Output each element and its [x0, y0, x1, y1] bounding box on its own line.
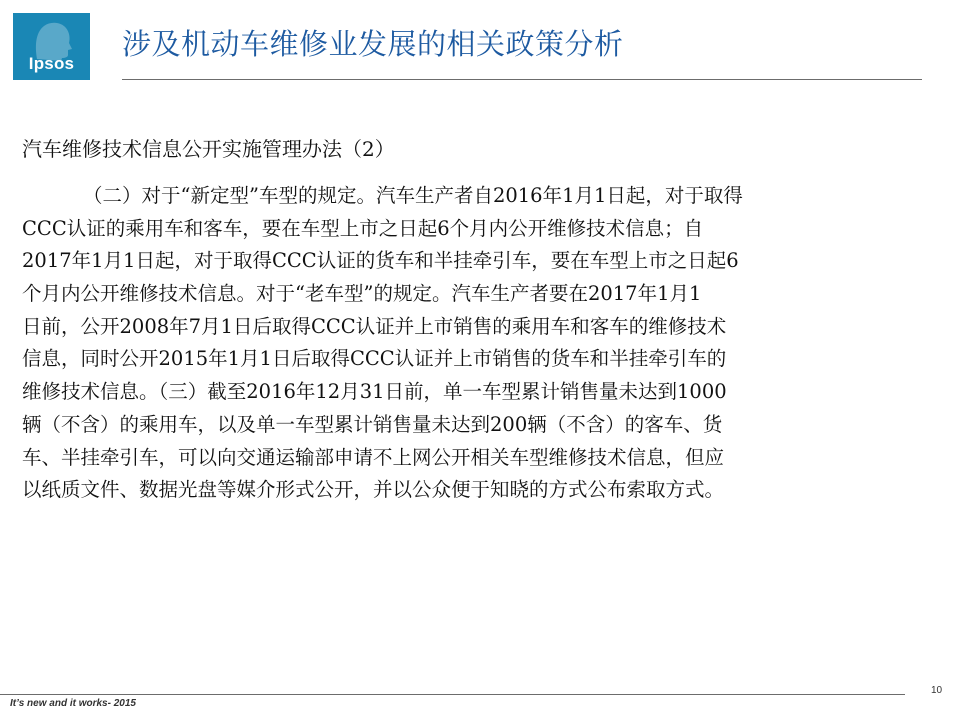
- body-line: 车、半挂牵引车，可以向交通运输部申请不上网公开相关车型维修技术信息，但应: [22, 445, 725, 469]
- body-line: 2017年1月1日起，对于取得CCC认证的货车和半挂牵引车，要在车型上市之日起6: [22, 249, 739, 273]
- footer-tagline: It’s new and it works- 2015: [10, 698, 136, 709]
- body-line: 辆（不含）的乘用车，以及单一车型累计销售量未达到200辆（不含）的客车、货: [22, 412, 723, 436]
- body-line: （二）对于“新定型”车型的规定。汽车生产者自2016年1月1日起，对于取得: [83, 184, 743, 207]
- footer-divider: [0, 694, 905, 695]
- body-line: 信息，同时公开2015年1月1日后取得CCC认证并上市销售的货车和半挂牵引车的: [22, 347, 727, 371]
- logo-wordmark: Ipsos: [28, 54, 75, 73]
- body-line: 日前，公开2008年7月1日后取得CCC认证并上市销售的乘用车和客车的维修技术: [22, 314, 727, 338]
- body-line: 个月内公开维修技术信息。对于“老车型”的规定。汽车生产者要在2017年1月1: [22, 282, 702, 306]
- page-number: 10: [931, 685, 943, 696]
- body-line: CCC认证的乘用车和客车，要在车型上市之日起6个月内公开维修技术信息；自: [22, 216, 704, 240]
- title-divider: [122, 79, 922, 80]
- body-line: 维修技术信息。（三）截至2016年12月31日前，单一车型累计销售量未达到1000: [22, 380, 727, 404]
- section-subtitle: 汽车维修技术信息公开实施管理办法（2）: [22, 137, 395, 161]
- body-paragraph: [22, 180, 954, 507]
- ipsos-logo: [13, 13, 90, 80]
- body-line: 以纸质文件、数据光盘等媒介形式公开，并以公众便于知晓的方式公布索取方式。: [22, 478, 725, 502]
- page-title: 涉及机动车维修业发展的相关政策分析: [122, 27, 624, 61]
